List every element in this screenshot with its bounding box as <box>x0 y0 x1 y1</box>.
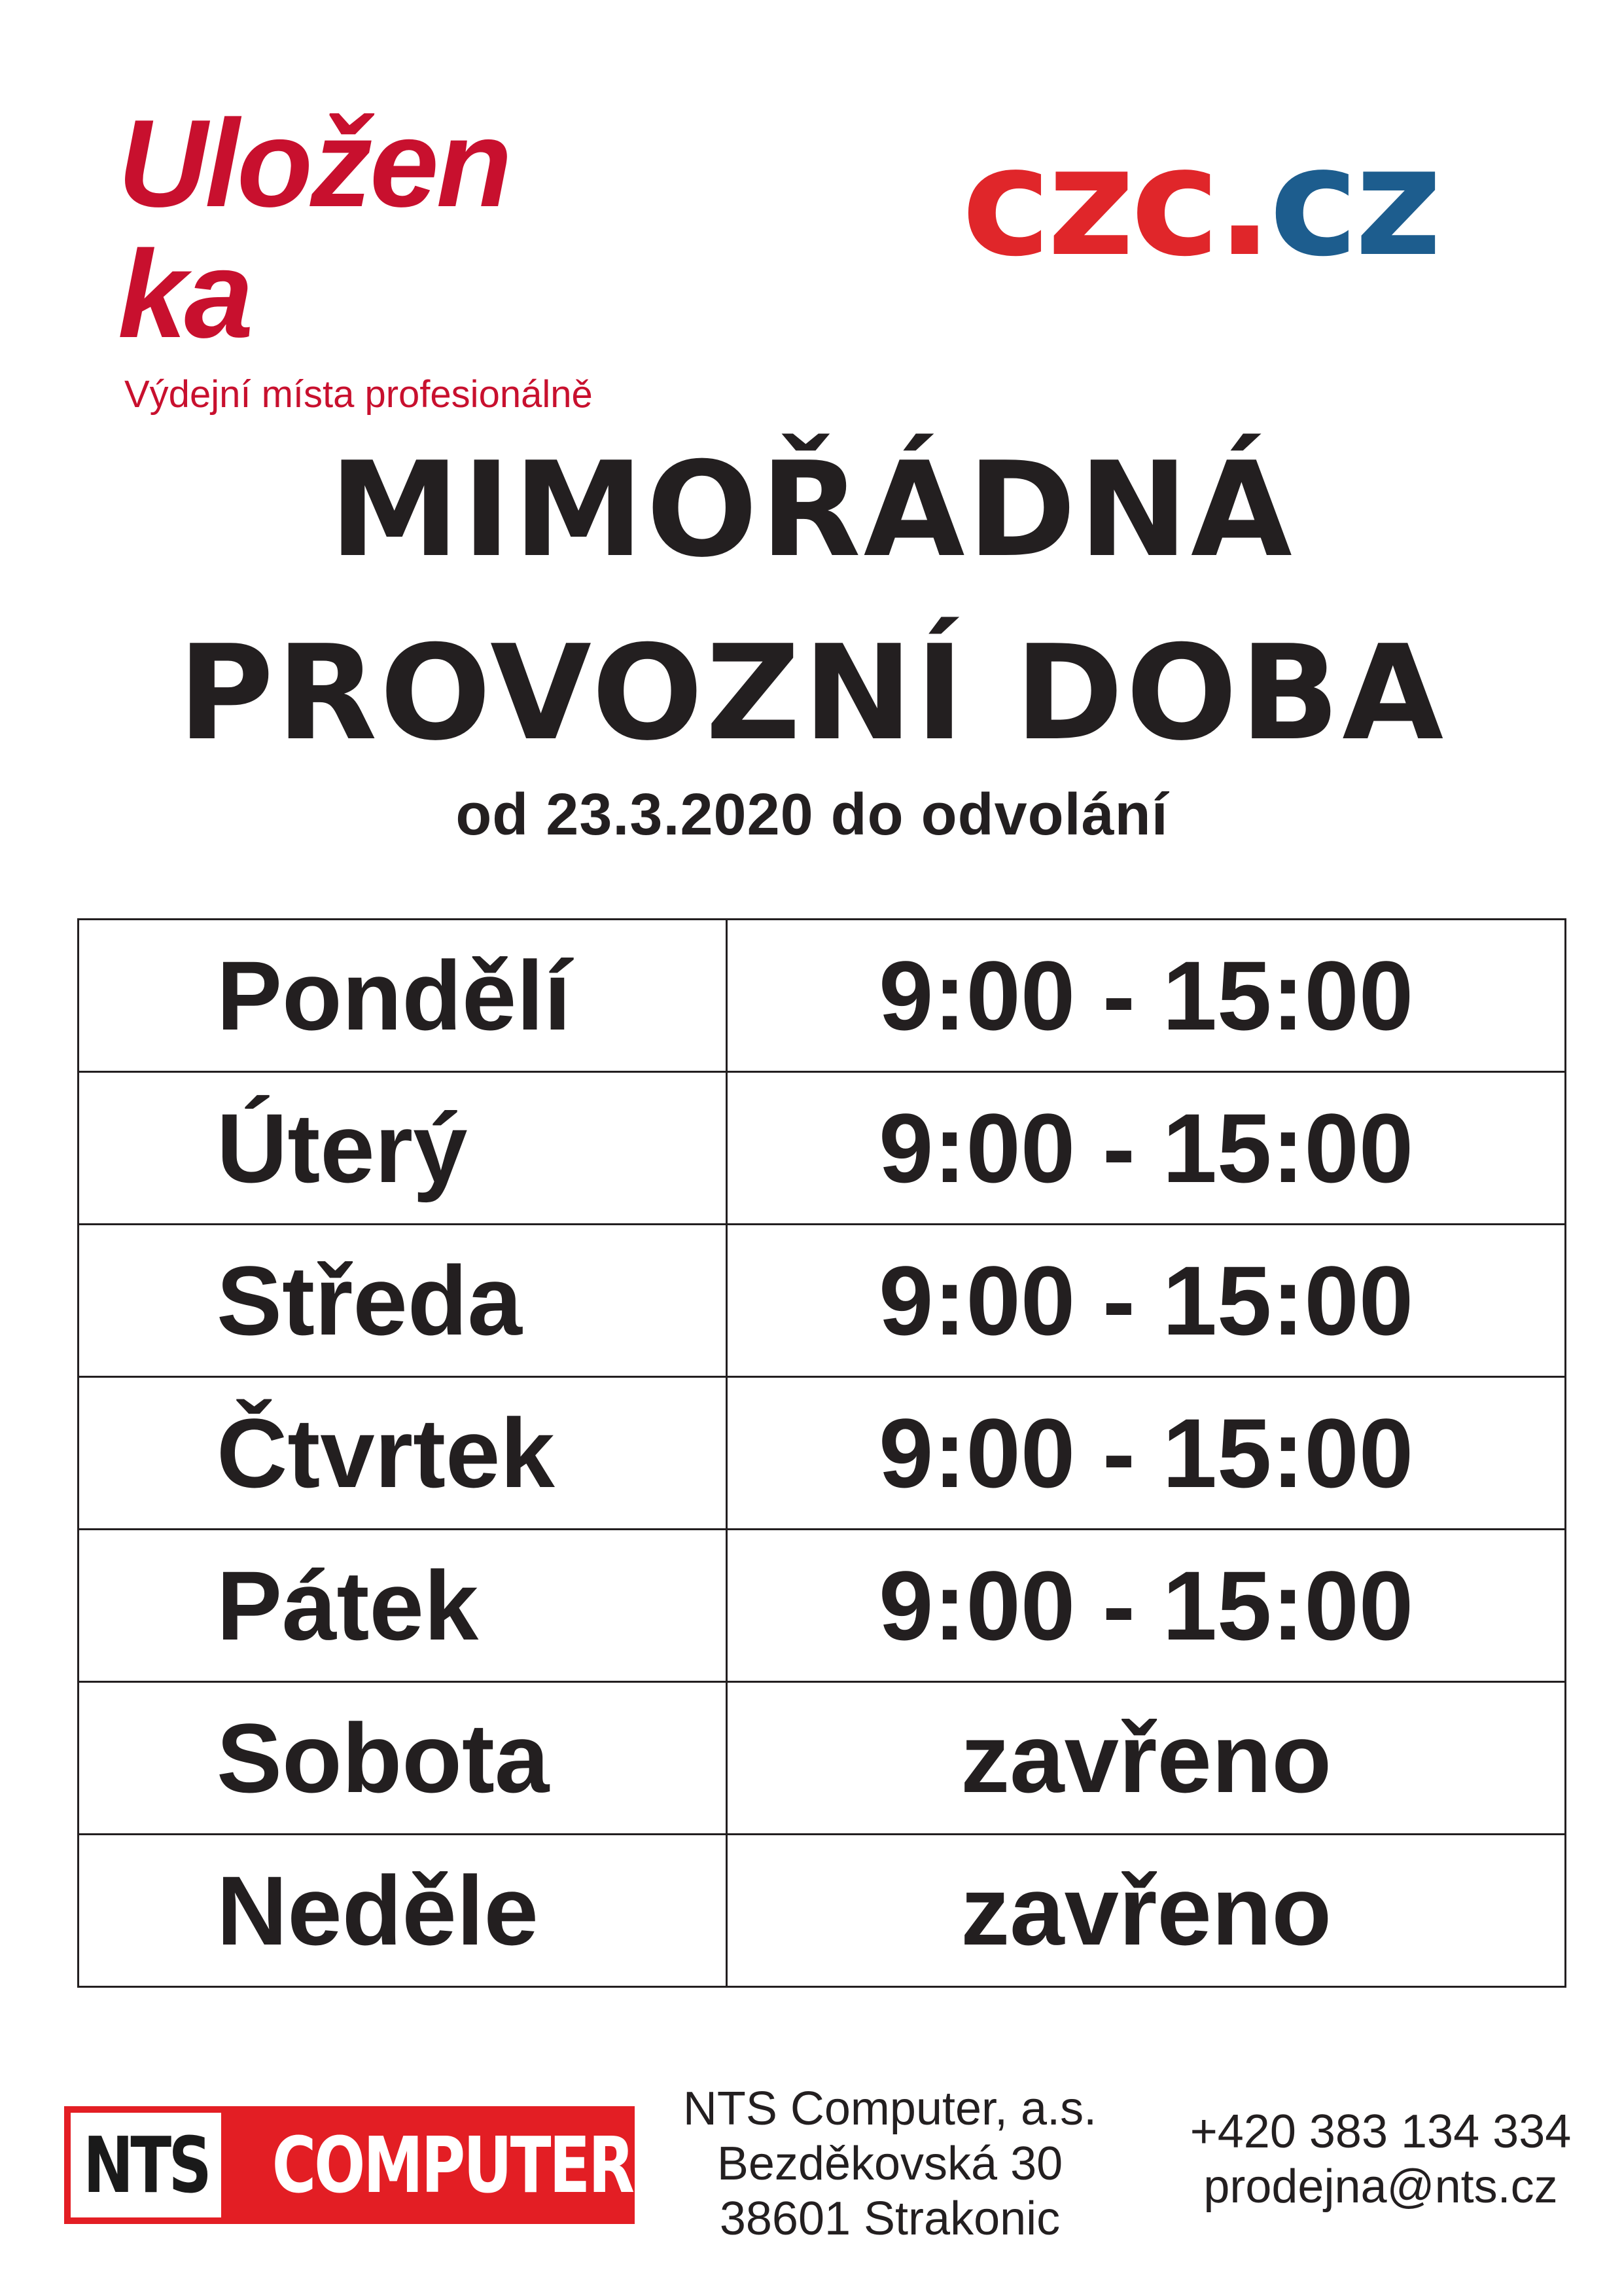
nts-computer-logo <box>64 2106 635 2224</box>
table-row <box>79 1225 1566 1377</box>
day-cell: Pondělí <box>79 920 727 1072</box>
czc-logo-blue-part: cz <box>1269 115 1439 290</box>
ulozenka-wordmark: Uložen ka <box>118 94 510 364</box>
company-name: NTS Computer, a.s. <box>682 2083 1097 2135</box>
page-title-line1: MIMOŘÁDNÁ <box>329 434 1295 586</box>
company-street: Bezděkovská 30 <box>716 2138 1063 2190</box>
day-cell: Čtvrtek <box>79 1377 727 1530</box>
hours-cell: 9:00 - 15:00 <box>727 1225 1566 1377</box>
opening-hours-table <box>77 918 1566 1988</box>
nts-logo-right <box>221 2113 684 2217</box>
nts-logo-left-text: NTS <box>82 2120 209 2210</box>
table-row <box>79 1377 1566 1530</box>
day-cell: Úterý <box>79 1072 727 1225</box>
hours-cell: zavřeno <box>727 1682 1566 1835</box>
nts-logo-right-text: COMPUTER <box>272 2120 633 2210</box>
company-city: 38601 Strakonic <box>719 2193 1061 2245</box>
day-cell: Neděle <box>79 1835 727 1987</box>
hours-cell: 9:00 - 15:00 <box>727 1377 1566 1530</box>
company-address <box>667 2081 1112 2246</box>
table-row <box>79 1530 1566 1682</box>
ulozenka-tagline: Výdejní místa profesionálně <box>124 373 593 416</box>
day-cell: Středa <box>79 1225 727 1377</box>
czc-logo <box>962 115 1538 290</box>
hours-cell: 9:00 - 15:00 <box>727 1530 1566 1682</box>
email-address: prodejna@nts.cz <box>1203 2161 1558 2213</box>
ulozenka-logo <box>118 94 667 416</box>
table-row <box>79 1835 1566 1987</box>
hours-cell: 9:00 - 15:00 <box>727 920 1566 1072</box>
hours-cell: 9:00 - 15:00 <box>727 1072 1566 1225</box>
czc-logo-red-part: czc. <box>962 115 1269 290</box>
day-cell: Sobota <box>79 1682 727 1835</box>
page-title-line2: PROVOZNÍ DOBA <box>177 617 1447 770</box>
day-cell: Pátek <box>79 1530 727 1682</box>
hours-cell: zavřeno <box>727 1835 1566 1987</box>
table-row <box>79 1682 1566 1835</box>
page-subtitle: od 23.3.2020 do odvolání <box>455 782 1169 848</box>
company-contact <box>1165 2104 1597 2214</box>
table-row <box>79 920 1566 1072</box>
table-row <box>79 1072 1566 1225</box>
phone-number: +420 383 134 334 <box>1190 2106 1572 2158</box>
nts-logo-left <box>71 2113 221 2217</box>
